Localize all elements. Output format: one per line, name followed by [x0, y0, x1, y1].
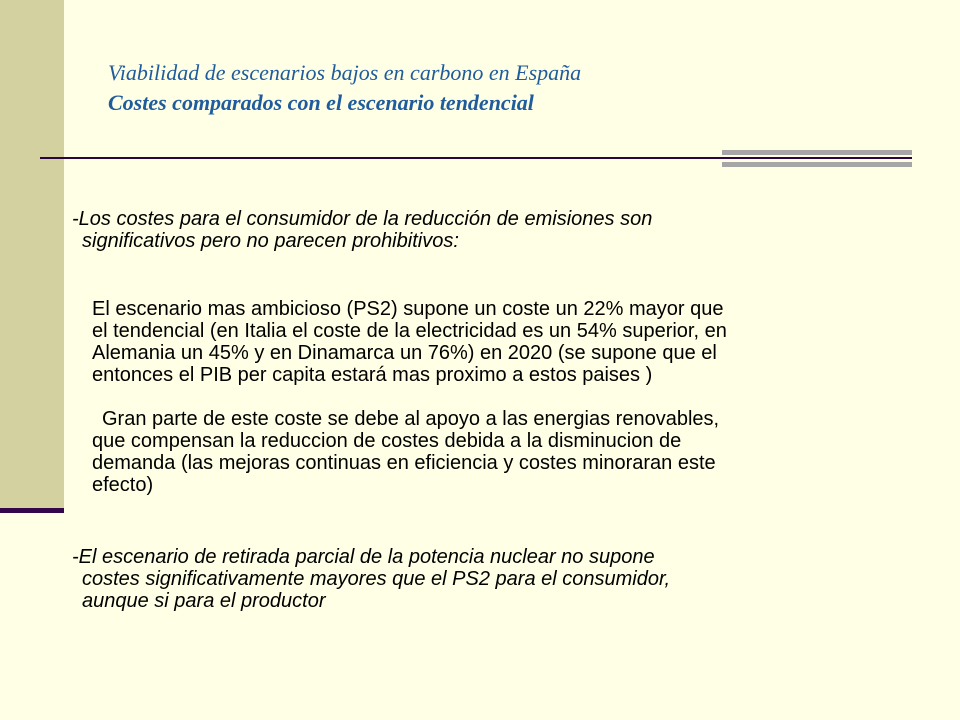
- paragraph-line: aunque si para el productor: [82, 590, 326, 612]
- paragraph-line: demanda (las mejoras continuas en eficiencia y costes minoraran este: [92, 452, 716, 474]
- paragraph-line: Gran parte de este coste se debe al apoyo a las energias renovables,: [102, 408, 720, 430]
- left-band-underline: [0, 508, 64, 513]
- paragraph-line: El escenario mas ambicioso (PS2) supone un coste un 22% mayor que: [92, 298, 724, 320]
- paragraph-line: el tendencial (en Italia el coste de la electricidad es un 54% superior, en: [92, 320, 727, 342]
- title-divider-accent: [722, 150, 912, 168]
- paragraph-costs-consumer: [72, 208, 922, 252]
- left-decorative-band: [0, 0, 64, 513]
- title-line-2: Costes comparados con el escenario tendencial: [108, 90, 534, 115]
- divider-accent-bar-bottom: [722, 162, 912, 167]
- paragraph-line: significativos pero no parecen prohibitivos:: [82, 230, 459, 252]
- paragraph-ps2-scenario: [92, 298, 932, 386]
- paragraph-line: entonces el PIB per capita estará mas proximo a estos paises ): [92, 364, 653, 386]
- paragraph-line: -El escenario de retirada parcial de la potencia nuclear no supone: [72, 546, 655, 568]
- paragraph-renewables: [92, 408, 932, 496]
- paragraph-line: que compensan la reduccion de costes debida a la disminucion de: [92, 430, 682, 452]
- divider-accent-bar-top: [722, 150, 912, 155]
- paragraph-line: Alemania un 45% y en Dinamarca un 76%) en 2020 (se supone que el: [92, 342, 717, 364]
- paragraph-line: -Los costes para el consumidor de la reducción de emisiones son: [72, 208, 653, 230]
- paragraph-nuclear-withdrawal: [72, 546, 922, 612]
- title-line-1: Viabilidad de escenarios bajos en carbono en España: [108, 60, 582, 85]
- paragraph-line: costes significativamente mayores que el PS2 para el consumidor,: [82, 568, 671, 590]
- slide-title: [108, 58, 928, 118]
- paragraph-line: efecto): [92, 474, 154, 496]
